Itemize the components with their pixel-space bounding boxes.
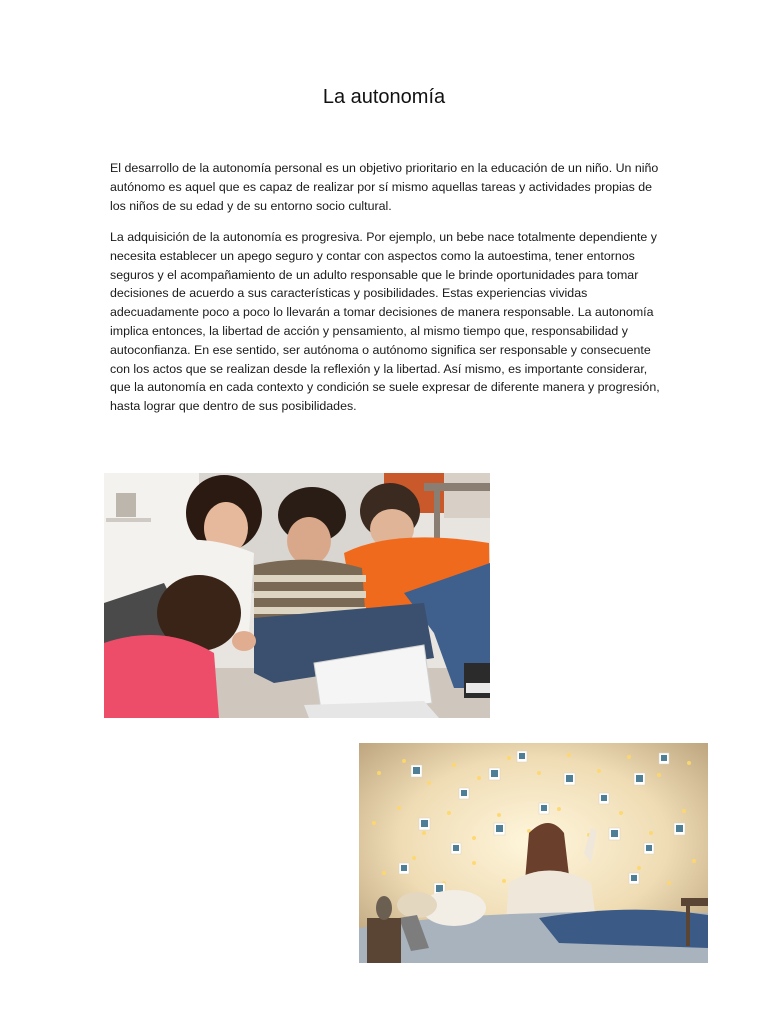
- page-title: La autonomía: [322, 86, 446, 108]
- fairy-lights-photo: [359, 743, 708, 963]
- paragraph-progressive: La adquisición de la autonomía es progresiva. Por ejemplo, un bebe nace totalmente dependiente y necesita establecer un apego seguro y contar con aspectos como la autoestima, tener entornos seguros y el acompañamiento de un adulto responsable que le brinde oportunidades para tomar decisiones de acuerdo a sus características y posibilidades. Estas experiencias vividas adecuadamente poco a poco lo llevarán a tomar decisiones de manera responsable. La autonomía implica entonces, la libertad de acción y pensamiento, al mismo tiempo que, responsabilidad y autoconfianza. En ese sentido, ser autónoma o autónomo significa ser responsable y consecuente con los actos que se realizan desde la reflexión y la libertad. Así mismo, es importante considerar, que la autonomía en cada contexto y condición se suele expresar de diferente manera y progresión, hasta lograr que dentro de sus posibilidades.: [110, 230, 660, 414]
- paragraph-intro: El desarrollo de la autonomía personal es un objetivo prioritario en la educación de un niño. Un niño autónomo es aquel que es capaz de realizar por sí mismo aquellas tareas y actividades propias de los niños de su edad y de su entorno socio cultural.: [110, 161, 659, 213]
- teens-laptop-photo: [104, 473, 490, 718]
